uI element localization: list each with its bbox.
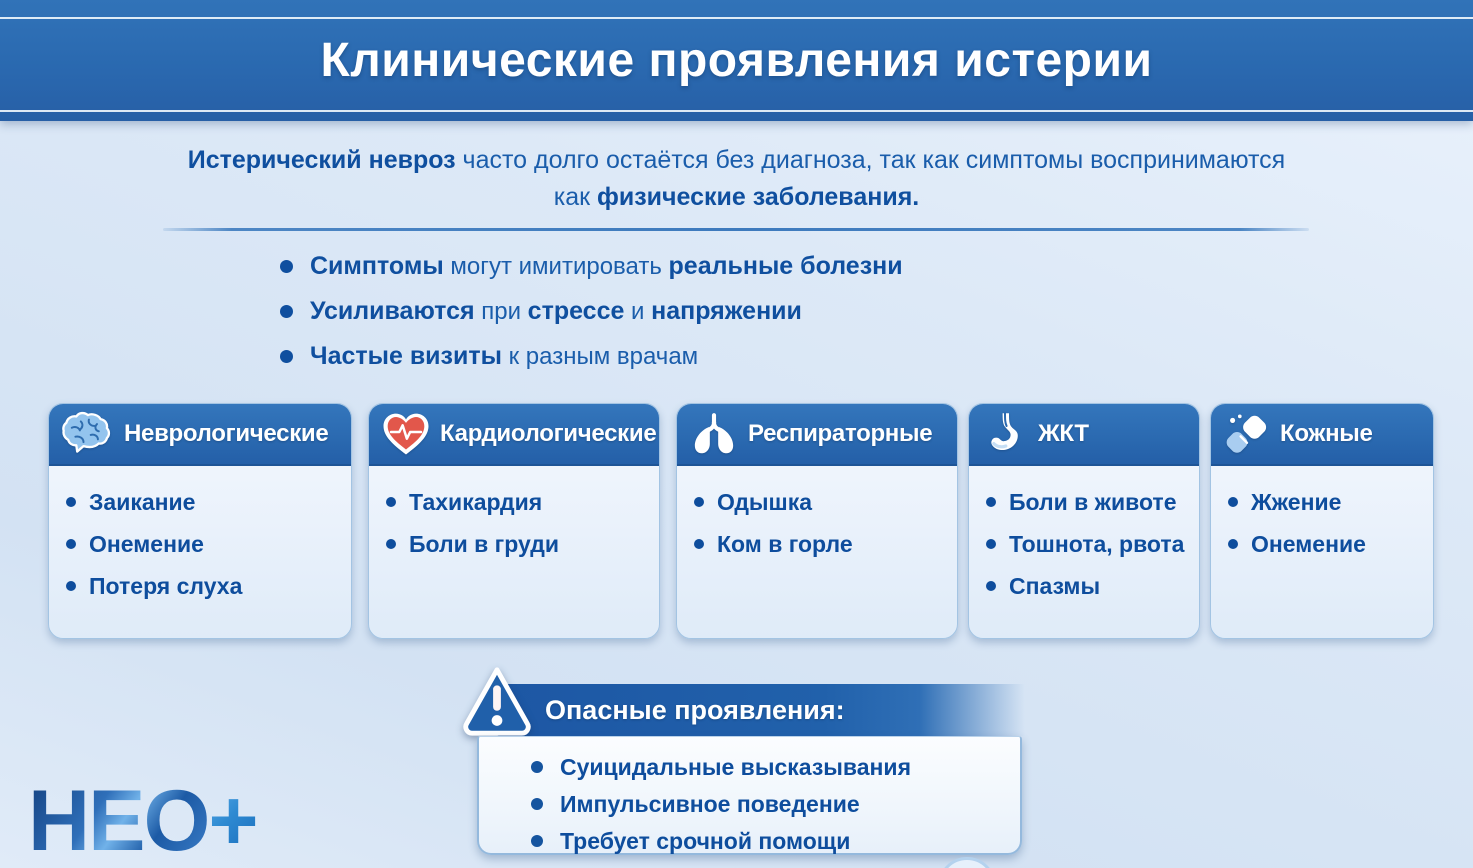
bullet-icon — [694, 539, 704, 549]
key-point-item — [280, 342, 903, 370]
bullet-icon — [986, 581, 996, 591]
logo-plus-icon: + — [208, 773, 257, 868]
skin-patch-icon — [1223, 410, 1271, 458]
symptom-item: Боли в груди — [386, 530, 647, 558]
card-body — [1211, 466, 1433, 558]
title-bar — [0, 0, 1473, 121]
symptom-item: Заикание — [66, 488, 339, 516]
warning-item: Требует срочной помощи — [531, 827, 1020, 855]
bullet-icon — [531, 761, 543, 773]
card-header — [369, 404, 659, 466]
bullet-icon — [280, 350, 293, 363]
bullet-icon — [66, 581, 76, 591]
card-header — [677, 404, 957, 466]
card-title: Неврологические — [124, 420, 329, 447]
symptom-item: Онемение — [1228, 530, 1421, 558]
card-title: Кожные — [1280, 420, 1373, 447]
category-card-gastrointestinal — [968, 403, 1200, 639]
key-point-text: Частые визиты к разным врачам — [310, 341, 699, 370]
brain-icon — [61, 410, 115, 458]
bullet-icon — [386, 497, 396, 507]
bullet-icon — [280, 305, 293, 318]
symptom-item: Спазмы — [986, 572, 1187, 600]
card-header — [49, 404, 351, 466]
brand-logo — [28, 773, 257, 868]
bullet-icon — [386, 539, 396, 549]
section-divider — [163, 228, 1309, 231]
warning-icon — [458, 663, 536, 739]
symptom-item: Боли в животе — [986, 488, 1187, 516]
title-bar-bottom-rule — [0, 110, 1473, 112]
heart-ecg-icon — [381, 411, 431, 458]
symptom-item: Одышка — [694, 488, 945, 516]
symptom-item: Жжение — [1228, 488, 1421, 516]
bullet-icon — [66, 497, 76, 507]
symptom-item: Тошнота, рвота — [986, 530, 1187, 558]
symptom-item: Тахикардия — [386, 488, 647, 516]
warning-box — [477, 736, 1022, 855]
bullet-icon — [986, 539, 996, 549]
bullet-icon — [986, 497, 996, 507]
card-header — [969, 404, 1199, 466]
warning-banner — [497, 684, 1025, 736]
category-card-respiratory — [676, 403, 958, 639]
warning-item: Суицидальные высказывания — [531, 753, 1020, 781]
card-body — [969, 466, 1199, 600]
bullet-icon — [66, 539, 76, 549]
lungs-icon — [689, 410, 739, 458]
symptom-item: Потеря слуха — [66, 572, 339, 600]
intro-line2: как физические заболевания. — [553, 183, 920, 211]
decorative-circle — [938, 857, 996, 868]
key-point-item — [280, 252, 903, 280]
card-body — [49, 466, 351, 600]
page-title: Клинические проявления истерии — [320, 34, 1153, 87]
symptom-item: Онемение — [66, 530, 339, 558]
key-point-text: Усиливаются при стрессе и напряжении — [310, 296, 802, 325]
card-title: ЖКТ — [1038, 420, 1089, 447]
intro-text — [0, 142, 1473, 216]
card-title: Кардиологические — [440, 420, 657, 447]
bullet-icon — [1228, 539, 1238, 549]
symptom-item: Ком в горле — [694, 530, 945, 558]
bullet-icon — [531, 835, 543, 847]
stomach-icon — [981, 410, 1029, 458]
key-points-list — [280, 252, 903, 387]
category-card-neurological — [48, 403, 352, 639]
key-point-item — [280, 297, 903, 325]
intro-line1: Истерический невроз часто долго остаётся без диагноза, так как симптомы воспринимаются — [187, 146, 1286, 174]
bullet-icon — [531, 798, 543, 810]
bullet-icon — [1228, 497, 1238, 507]
card-header — [1211, 404, 1433, 466]
warning-item: Импульсивное поведение — [531, 790, 1020, 818]
category-card-cardiological — [368, 403, 660, 639]
bullet-icon — [694, 497, 704, 507]
title-bar-top-rule — [0, 17, 1473, 19]
bullet-icon — [280, 260, 293, 273]
warning-title: Опасные проявления: — [545, 694, 845, 725]
card-title: Респираторные — [748, 420, 933, 447]
logo-text: НЕО — [28, 773, 209, 868]
card-body — [677, 466, 957, 558]
category-card-skin — [1210, 403, 1434, 639]
key-point-text: Симптомы могут имитировать реальные болезни — [310, 251, 903, 280]
card-body — [369, 466, 659, 558]
